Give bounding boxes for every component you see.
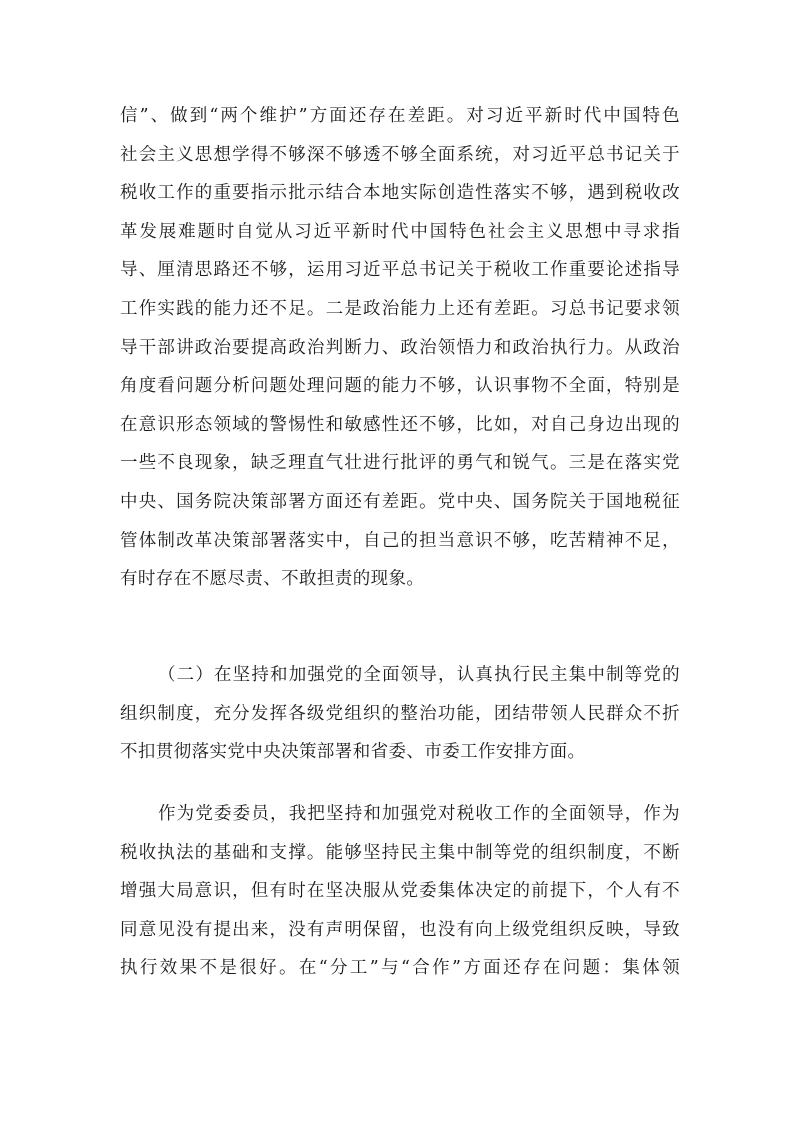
text-line: 税收执法的基础和支撑。能够坚持民主集中制等党的组织制度，不断 [120,842,680,863]
text-line: 信”、做到“两个维护”方面还存在差距。对习近平新时代中国特色 [120,106,680,126]
text-line: 执行效果不是很好。在“分工”与“合作”方面还存在问题：集体领 [120,958,680,979]
text-line: （二）在坚持和加强党的全面领导，认真执行民主集中制等党的 [158,665,680,685]
text-line: 导、厘清思路还不够，运用习近平总书记关于税收工作重要论述指导 [120,260,680,281]
text-line: 作为党委委员，我把坚持和加强党对税收工作的全面领导，作为 [158,804,680,824]
paragraph-party-committee [120,795,680,988]
text-line: 管体制改革决策部署落实中，自己的担当意识不够，吃苦精神不足， [120,530,680,551]
text-line: 角度看问题分析问题处理问题的能力不够，认识事物不全面，特别是 [120,376,680,397]
text-line: 社会主义思想学得不够深不够透不够全面系统，对习近平总书记关于 [120,144,680,165]
text-line: 同意见没有提出来，没有声明保留，也没有向上级党组织反映，导致 [120,919,680,940]
text-line: 不扣贯彻落实党中央决策部署和省委、市委工作安排方面。 [120,742,586,763]
text-line: 税收工作的重要指示批示结合本地实际创造性落实不够，遇到税收改 [120,183,680,204]
text-line: 中央、国务院决策部署方面还有差距。党中央、国务院关于国地税征 [120,491,680,512]
text-line: 组织制度，充分发挥各级党组织的整治功能，团结带领人民群众不折 [120,703,680,724]
paragraph-political-stance [120,97,680,599]
section-heading-two [120,656,680,772]
text-line: 导干部讲政治要提高政治判断力、政治领悟力和政治执行力。从政治 [120,337,680,358]
text-line: 革发展难题时自觉从习近平新时代中国特色社会主义思想中寻求指 [120,221,680,242]
text-line: 工作实践的能力还不足。二是政治能力上还有差距。习总书记要求领 [120,298,680,319]
text-line: 一些不良现象，缺乏理直气壮进行批评的勇气和锐气。三是在落实党 [120,453,680,474]
text-line: 有时存在不愿尽责、不敢担责的现象。 [120,569,425,590]
text-line: 在意识形态领域的警惕性和敏感性还不够，比如，对自己身边出现的 [120,414,680,435]
text-line: 增强大局意识，但有时在坚决服从党委集体决定的前提下，个人有不 [120,881,680,902]
